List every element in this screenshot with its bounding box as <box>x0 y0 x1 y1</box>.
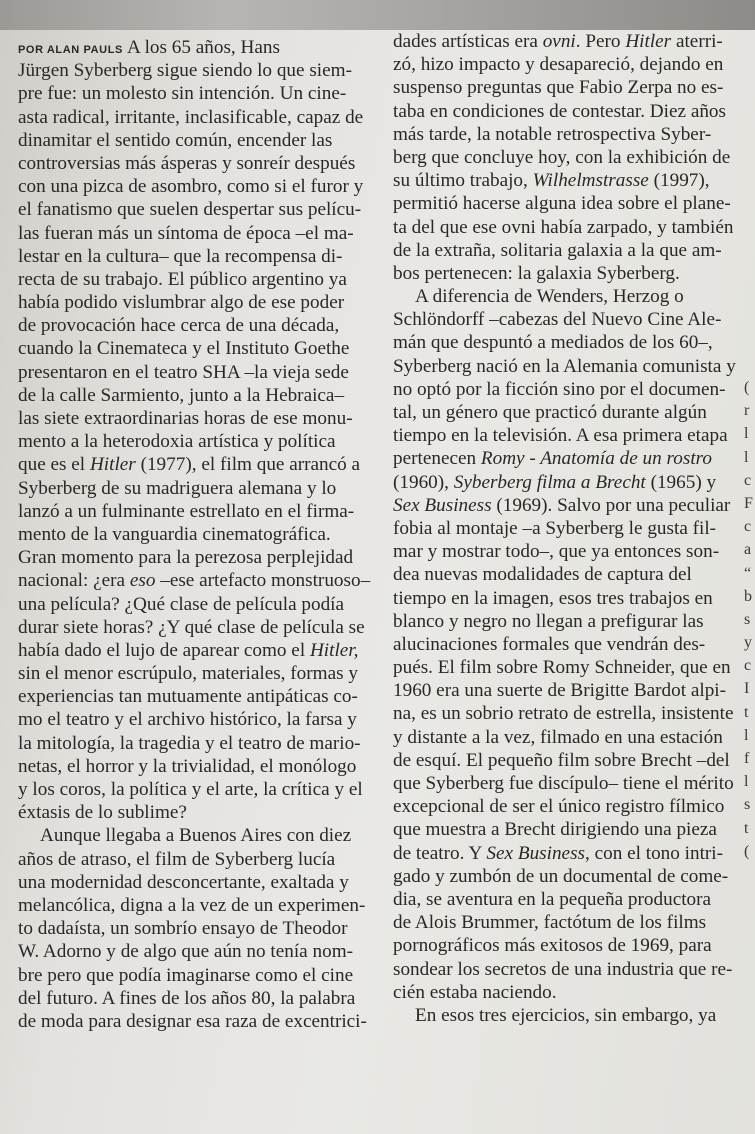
text-line <box>18 824 374 847</box>
text-line <box>18 546 374 569</box>
text-line <box>18 732 374 755</box>
text-segment: pre fue: un molesto sin intención. Un cine- <box>18 83 347 105</box>
text-segment: nacional: ¿era <box>18 570 130 592</box>
text-line <box>393 911 739 934</box>
text-segment: del futuro. A fines de los años 80, la palabra <box>18 987 356 1009</box>
text-line <box>18 36 374 59</box>
text-line <box>393 888 739 911</box>
text-line <box>393 447 739 470</box>
edge-letter: I <box>744 680 750 698</box>
text-segment: mán que despuntó a mediados de los 60–, <box>393 332 713 354</box>
text-line <box>18 453 374 476</box>
text-line <box>18 801 374 824</box>
text-segment: éxtasis de lo sublime? <box>18 802 187 824</box>
text-line <box>393 563 739 586</box>
text-line <box>393 540 739 563</box>
edge-letter: a <box>744 541 752 559</box>
text-segment: asta radical, irritante, inclasificable, capaz de <box>18 106 364 128</box>
text-segment: pertenecen <box>393 448 481 470</box>
text-segment: cuando la Cinemateca y el Instituto Goethe <box>18 338 350 360</box>
text-segment: una película? ¿Qué clase de película podía <box>18 593 345 615</box>
text-segment: Jürgen Syberberg sigue siendo lo que siem- <box>18 60 352 82</box>
edge-letter: s <box>744 796 751 814</box>
italic-title: Hitler, <box>309 639 359 661</box>
edge-letter: F <box>744 494 753 512</box>
text-segment: gado y zumbón de un documental de come- <box>393 865 729 887</box>
text-segment: , con el tono intri- <box>585 842 724 864</box>
text-line <box>18 152 374 175</box>
text-segment: de moda para designar esa raza de excentrici- <box>18 1010 367 1032</box>
text-line <box>393 772 739 795</box>
text-segment: Syberberg de su madriguera alemana y lo <box>18 477 337 499</box>
text-segment: –ese artefacto monstruoso– <box>155 570 371 592</box>
text-line <box>18 778 374 801</box>
text-line <box>18 848 374 871</box>
text-segment: las siete extraordinarias horas de ese monu- <box>18 408 353 429</box>
text-line <box>18 245 374 268</box>
text-segment: que muestra a Brecht dirigiendo una pieza <box>393 819 717 841</box>
text-line <box>393 262 739 285</box>
text-line <box>18 477 374 500</box>
text-segment: taba en condiciones de contestar. Diez años <box>393 100 726 122</box>
text-segment: (1969). Salvo por una peculiar <box>491 494 731 516</box>
text-line <box>393 494 739 517</box>
text-segment: (1997), <box>648 170 710 192</box>
text-segment: ta del que ese ovni había zarpado, y también <box>393 216 734 238</box>
text-segment: cién estaba naciendo. <box>393 981 557 1003</box>
edge-letter: l <box>744 448 749 466</box>
text-segment: de provocación hace cerca de una década, <box>18 315 340 337</box>
text-segment: W. Adorno y de algo que aún no tenía nom- <box>18 941 354 963</box>
text-segment: tal, un género que practicó durante algún <box>393 402 707 423</box>
text-segment: de la calle Sarmiento, junto a la Hebraica– <box>18 384 345 406</box>
text-line <box>18 894 374 917</box>
left-column <box>18 36 374 1033</box>
text-line <box>393 610 739 633</box>
text-segment: las fueran más un síntoma de época –el ma- <box>18 222 354 244</box>
text-segment: berg que concluye hoy, con la exhibición de <box>393 146 731 168</box>
text-segment: lanzó a un fulminante estrellato en el firma- <box>18 500 355 522</box>
text-line <box>18 337 374 360</box>
text-line <box>393 100 739 123</box>
right-column <box>393 30 739 1027</box>
italic-title: Syberberg filma a Brecht <box>453 471 646 493</box>
text-line <box>393 726 739 749</box>
text-line <box>393 123 739 146</box>
text-segment: Syberberg nació en la Alemania comunista y <box>393 355 736 377</box>
text-line <box>393 216 739 239</box>
text-segment: A los 65 años, Hans <box>126 37 280 58</box>
edge-letter <box>744 863 755 886</box>
text-segment: dinamitar el sentido común, encender las <box>18 129 333 151</box>
text-segment: años de atraso, el film de Syberberg lucía <box>18 848 336 870</box>
text-line <box>393 285 739 308</box>
text-segment: . Pero <box>575 31 626 52</box>
text-line <box>393 401 739 424</box>
edge-letter: r <box>744 402 750 420</box>
edge-letter: b <box>744 587 752 605</box>
text-segment: mento de la vanguardia cinematográfica. <box>18 523 331 545</box>
text-line <box>393 331 739 354</box>
text-line <box>18 917 374 940</box>
text-segment: dea nuevas modalidades de captura del <box>393 564 692 586</box>
edge-letter: ( <box>744 842 750 860</box>
text-segment: mar y mostrar todo–, que ya entonces son- <box>393 541 720 563</box>
text-line <box>393 169 739 192</box>
text-line <box>393 517 739 540</box>
text-segment: más tarde, la notable retrospectiva Syber- <box>393 123 712 145</box>
text-line <box>18 708 374 731</box>
text-segment: sin el menor escrúpulo, materiales, formas y <box>18 663 358 685</box>
text-segment: que es el <box>18 454 90 476</box>
text-line <box>18 593 374 616</box>
text-segment: había dado el lujo de aparear como el <box>18 639 310 661</box>
text-segment: Aunque llegaba a Buenos Aires con diez <box>40 825 352 847</box>
text-segment: el fanatismo que suelen despertar sus pelícu- <box>18 199 362 221</box>
text-segment: de esquí. El pequeño film sobre Brecht –del <box>393 749 730 771</box>
edge-letter: y <box>744 634 752 652</box>
next-column-edge <box>744 376 755 933</box>
text-segment: recta de su trabajo. El público argentino ya <box>18 268 347 290</box>
text-segment: de la extraña, solitaria galaxia a la que am- <box>393 239 722 261</box>
text-line <box>393 587 739 610</box>
text-segment: (1965) y <box>645 471 717 493</box>
edge-letter: t <box>744 703 749 721</box>
text-line <box>18 987 374 1010</box>
byline: POR ALAN PAULS <box>18 44 123 56</box>
edge-letter: l <box>744 773 749 791</box>
text-line <box>393 378 739 401</box>
edge-letter: l <box>744 425 749 443</box>
italic-title: Sex Business <box>393 494 492 516</box>
text-segment: de Alois Brummer, factótum de los films <box>393 912 707 934</box>
text-segment: su último trabajo, <box>393 170 533 192</box>
text-line <box>18 1010 374 1033</box>
text-line <box>393 424 739 447</box>
text-line <box>18 314 374 337</box>
text-line <box>393 30 739 53</box>
text-line <box>18 175 374 198</box>
text-line <box>18 106 374 129</box>
text-line <box>393 308 739 331</box>
edge-letter: s <box>744 610 751 628</box>
edge-letter: ( <box>744 379 750 396</box>
text-line <box>18 291 374 314</box>
text-line <box>18 384 374 407</box>
text-segment: suspenso preguntas que Fabio Zerpa no es- <box>393 77 724 99</box>
text-line <box>393 934 739 957</box>
text-segment: fobia al montaje –a Syberberg le gusta fil- <box>393 517 717 539</box>
text-segment: A diferencia de Wenders, Herzog o <box>415 286 684 308</box>
text-line <box>393 679 739 702</box>
text-segment: 1960 era una suerte de Brigitte Bardot alpi- <box>393 680 727 702</box>
italic-title: eso <box>129 570 156 592</box>
text-line <box>393 795 739 818</box>
text-segment: presentaron en el teatro SHA –la vieja sede <box>18 361 349 383</box>
text-line <box>18 82 374 105</box>
text-line <box>393 702 739 725</box>
text-segment: pués. El film sobre Romy Schneider, que en <box>393 657 731 679</box>
text-segment: to dadaísta, un sombrío ensayo de Theodor <box>18 918 348 940</box>
edge-letter: c <box>744 471 752 489</box>
text-segment: Gran momento para la perezosa perplejidad <box>18 547 354 569</box>
text-segment: bos pertenecen: la galaxia Syberberg. <box>393 262 680 284</box>
text-line <box>18 964 374 987</box>
text-line <box>18 616 374 639</box>
text-segment: Schlöndorff –cabezas del Nuevo Cine Ale- <box>393 309 722 331</box>
text-line <box>393 818 739 841</box>
text-segment: blanco y negro no llegan a prefigurar las <box>393 610 704 632</box>
text-line <box>393 239 739 262</box>
text-segment: y distante a la vez, filmado en una estación <box>393 726 723 748</box>
italic-title: Hitler <box>625 31 672 52</box>
text-line <box>18 523 374 546</box>
text-segment: melancólica, digna a la vez de un experimen- <box>18 894 366 916</box>
text-segment: netas, el horror y la trivialidad, el monólogo <box>18 755 357 777</box>
edge-letter: c <box>744 657 752 675</box>
text-line <box>393 146 739 169</box>
text-line <box>393 1004 739 1027</box>
text-line <box>18 639 374 662</box>
text-segment: (1977), el film que arrancó a <box>135 454 361 476</box>
text-line <box>18 407 374 430</box>
text-segment: mo el teatro y el archivo histórico, la farsa y <box>18 709 357 731</box>
italic-title: Wilhelmstrasse <box>532 170 649 192</box>
text-line <box>18 500 374 523</box>
edge-letter <box>744 909 755 932</box>
text-segment: excepcional de ser el único registro fílmico <box>393 796 725 818</box>
text-segment: durar siete horas? ¿Y qué clase de película se <box>18 616 365 638</box>
edge-letter: t <box>744 819 749 837</box>
text-segment: permitió hacerse alguna idea sobre el plane- <box>393 193 731 215</box>
edge-letter <box>744 886 755 909</box>
text-segment: bre pero que podía imaginarse como el cine <box>18 964 354 986</box>
italic-title: ovni <box>542 31 576 52</box>
text-line <box>393 981 739 1004</box>
text-segment: dades artísticas era <box>393 31 543 52</box>
text-line <box>18 662 374 685</box>
italic-title: Sex Business <box>486 842 586 864</box>
text-segment: aterri- <box>671 31 723 52</box>
text-segment: na, es un sobrio retrato de estrella, insistente <box>393 703 734 725</box>
text-line <box>393 76 739 99</box>
text-line <box>393 192 739 215</box>
text-line <box>18 755 374 778</box>
text-line <box>18 198 374 221</box>
text-segment: una modernidad desconcertante, exaltada y <box>18 871 349 893</box>
text-segment: controversias más ásperas y sonreír después <box>18 152 356 174</box>
text-line <box>18 569 374 592</box>
italic-title: Romy - Anatomía de un rostro <box>480 448 713 470</box>
text-segment: zó, hizo impacto y desapareció, dejando en <box>393 54 724 76</box>
text-segment: pornográficos más exitosos de 1969, para <box>393 935 712 957</box>
edge-letter: “ <box>744 564 752 582</box>
text-segment: y los coros, la política y el arte, la crítica y el <box>18 779 363 800</box>
top-shadow <box>0 0 755 30</box>
text-segment: no optó por la ficción sino por el documen- <box>393 378 726 400</box>
text-segment: alucinaciones formales que vendrán des- <box>393 633 706 655</box>
text-line <box>393 471 739 494</box>
text-segment: tiempo en la imagen, esos tres trabajos en <box>393 587 713 609</box>
text-segment: había podido vislumbrar algo de ese poder <box>18 292 345 314</box>
text-line <box>393 656 739 679</box>
text-segment: experiencias tan mutuamente antipáticas co- <box>18 686 358 708</box>
text-line <box>18 685 374 708</box>
text-line <box>18 222 374 245</box>
text-line <box>18 430 374 453</box>
edge-letter: f <box>744 750 750 767</box>
text-segment: lestar en la cultura– que la recompensa di- <box>18 245 343 267</box>
edge-letter: l <box>744 726 749 744</box>
text-line <box>18 268 374 291</box>
text-segment: la mitología, la tragedia y el teatro de mario- <box>18 732 361 754</box>
text-line <box>393 633 739 656</box>
text-line <box>393 958 739 981</box>
text-segment: sondear los secretos de una industria que re- <box>393 958 733 980</box>
text-line <box>18 940 374 963</box>
italic-title: Hitler <box>89 454 136 476</box>
text-line <box>18 59 374 82</box>
text-segment: que Syberberg fue discípulo– tiene el mérito <box>393 773 734 794</box>
text-line <box>393 53 739 76</box>
text-line <box>393 355 739 378</box>
text-segment: En esos tres ejercicios, sin embargo, ya <box>415 1004 717 1026</box>
text-line <box>393 865 739 888</box>
text-segment: dia, se aventura en la pequeña productora <box>393 888 712 910</box>
text-segment: mento a la heterodoxia artística y política <box>18 431 336 453</box>
text-line <box>18 871 374 894</box>
text-segment: con una pizca de asombro, como si el furor y <box>18 176 364 198</box>
text-line <box>393 749 739 772</box>
text-line <box>393 842 739 865</box>
text-segment: (1960), <box>393 471 454 493</box>
text-line <box>18 129 374 152</box>
text-segment: de teatro. Y <box>393 842 487 864</box>
text-line <box>18 361 374 384</box>
edge-letter: c <box>744 518 752 536</box>
text-segment: tiempo en la televisión. A esa primera etapa <box>393 425 728 447</box>
